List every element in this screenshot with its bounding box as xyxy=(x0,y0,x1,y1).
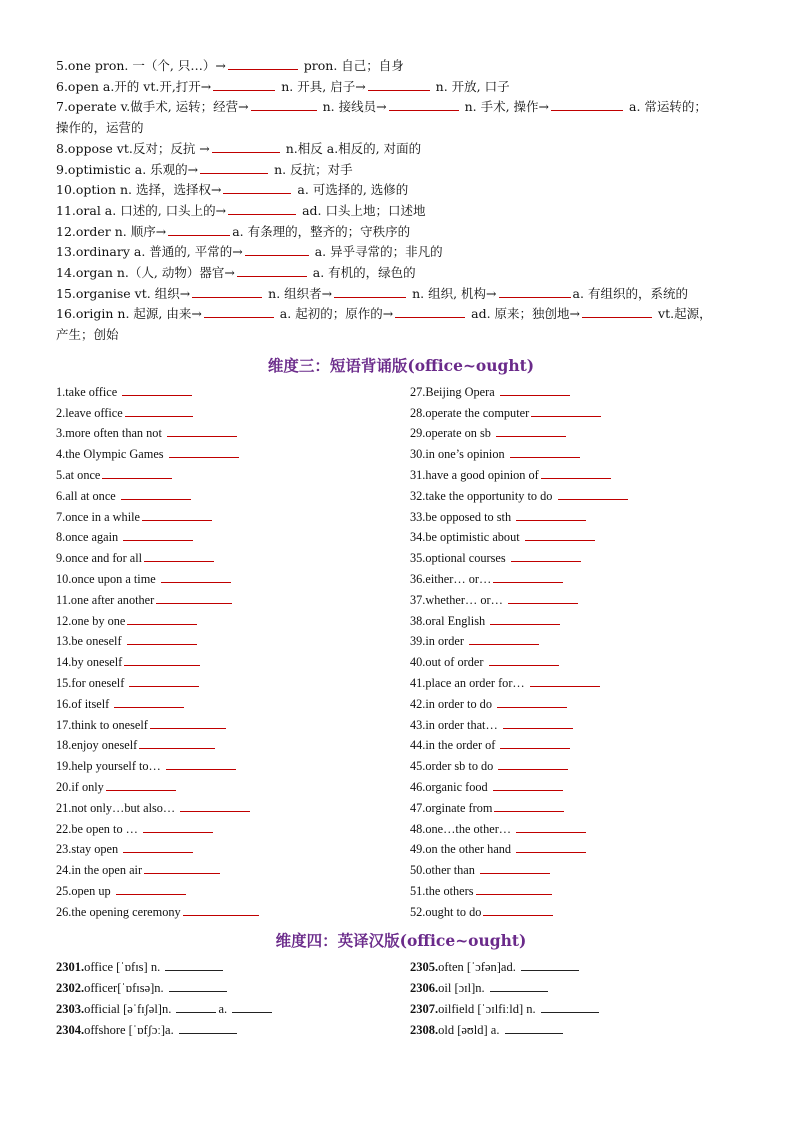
phrase-text: 2.leave office xyxy=(56,405,123,420)
vocab-entry xyxy=(56,304,746,345)
vocab-text: 9.optimistic a. 乐观的→ xyxy=(56,161,199,177)
answer-blank[interactable] xyxy=(499,284,571,298)
answer-blank[interactable] xyxy=(169,979,227,992)
vocab-entry xyxy=(56,222,746,243)
answer-blank[interactable] xyxy=(125,403,193,417)
item-number: 2308. xyxy=(410,1022,439,1037)
answer-blank[interactable] xyxy=(508,590,578,604)
phrase-item xyxy=(56,652,410,673)
translation-item xyxy=(56,957,410,978)
phrase-item xyxy=(56,860,410,881)
answer-blank[interactable] xyxy=(167,423,237,437)
phrase-text: 19.help yourself to… xyxy=(56,759,164,774)
vocab-text: 13.ordinary a. 普通的, 平常的→ xyxy=(56,244,243,260)
phrase-item xyxy=(410,631,746,652)
answer-blank[interactable] xyxy=(102,465,172,479)
phrase-text: 20.if only xyxy=(56,779,104,794)
answer-blank[interactable] xyxy=(156,590,232,604)
phrase-text: 26.the opening ceremony xyxy=(56,904,181,919)
answer-blank[interactable] xyxy=(476,881,552,895)
vocab-text: 8.oppose vt.反对；反抗 → xyxy=(56,140,210,156)
phrase-text: 12.one by one xyxy=(56,613,126,628)
phrase-item xyxy=(56,715,410,736)
phrase-grid xyxy=(56,382,746,923)
phrase-text: 31.have a good opinion of xyxy=(410,468,539,483)
phrase-item xyxy=(410,403,746,424)
phrase-item xyxy=(410,694,746,715)
answer-blank[interactable] xyxy=(551,97,623,111)
phrase-text: 41.place an order for… xyxy=(410,676,528,690)
word-entry: official [əˈfɪʃəl]n. xyxy=(84,1001,175,1016)
phrase-item xyxy=(56,839,410,860)
answer-blank[interactable] xyxy=(114,694,184,708)
answer-blank[interactable] xyxy=(127,611,197,625)
answer-blank[interactable] xyxy=(166,756,236,770)
phrase-text: 1.take office xyxy=(56,384,121,399)
phrase-text: 40.out of order xyxy=(410,655,487,670)
vocab-text: ad. 口头上地；口述地 xyxy=(298,202,426,218)
answer-blank[interactable] xyxy=(139,735,215,749)
vocab-entry xyxy=(56,284,746,305)
phrase-text: 43.in order that… xyxy=(410,717,501,732)
phrase-text: 16.of itself xyxy=(56,696,113,711)
phrase-item xyxy=(410,486,746,507)
answer-blank[interactable] xyxy=(516,839,586,853)
phrase-item xyxy=(410,798,746,819)
phrase-item xyxy=(56,465,410,486)
phrase-item xyxy=(56,548,410,569)
vocab-text: pron. 自己；自身 xyxy=(299,58,404,73)
section4-title: 维度四：英译汉版(office~ought) xyxy=(275,930,527,950)
phrase-text: 8.once again xyxy=(56,530,122,545)
word-pos: a. xyxy=(218,1001,231,1016)
vocab-text: a. 常运转的； xyxy=(625,99,707,115)
answer-blank[interactable] xyxy=(500,382,570,396)
phrase-text: 21.not only…but also… xyxy=(56,800,179,815)
vocab-entry xyxy=(56,139,746,160)
phrase-item xyxy=(56,611,410,632)
translation-column-left xyxy=(56,957,410,1041)
answer-blank[interactable] xyxy=(176,1000,216,1013)
phrase-column-right xyxy=(410,382,746,923)
phrase-text: 15.for oneself xyxy=(56,676,128,690)
phrase-text: 25.open up xyxy=(56,883,114,898)
phrase-text: 37.whether… or… xyxy=(410,592,506,607)
answer-blank[interactable] xyxy=(558,486,628,500)
answer-blank[interactable] xyxy=(180,798,250,812)
vocab-section xyxy=(56,56,746,346)
answer-blank[interactable] xyxy=(496,423,566,437)
phrase-item xyxy=(410,756,746,777)
translation-item xyxy=(410,957,746,978)
phrase-text: 48.one…the other… xyxy=(410,821,515,836)
vocab-text: a. 异乎寻常的；非凡的 xyxy=(310,244,443,260)
vocab-text: a. 起初的；原作的→ xyxy=(275,306,394,322)
phrase-item xyxy=(410,569,746,590)
answer-blank[interactable] xyxy=(232,1000,272,1013)
vocab-text: n. 手术, 操作→ xyxy=(460,99,550,115)
phrase-item xyxy=(56,403,410,424)
answer-blank[interactable] xyxy=(223,180,291,194)
phrase-item xyxy=(56,590,410,611)
phrase-item xyxy=(56,902,410,923)
phrase-item xyxy=(56,673,410,694)
answer-blank[interactable] xyxy=(497,694,567,708)
answer-blank[interactable] xyxy=(541,465,611,479)
answer-blank[interactable] xyxy=(142,507,212,521)
vocab-entry xyxy=(56,97,746,138)
vocab-entry xyxy=(56,242,746,263)
answer-blank[interactable] xyxy=(121,486,191,500)
answer-blank[interactable] xyxy=(123,839,193,853)
phrase-item xyxy=(410,902,746,923)
answer-blank[interactable] xyxy=(516,507,586,521)
phrase-item xyxy=(56,756,410,777)
phrase-text: 6.all at once xyxy=(56,488,119,503)
phrase-item xyxy=(410,548,746,569)
vocab-text: n. 组织者→ xyxy=(264,285,333,301)
vocab-text: 7.operate v.做手术, 运转；经营→ xyxy=(56,99,249,115)
answer-blank[interactable] xyxy=(123,527,193,541)
answer-blank[interactable] xyxy=(505,1021,563,1034)
phrase-text: 44.in the order of xyxy=(410,738,499,753)
answer-blank[interactable] xyxy=(200,160,268,174)
answer-blank[interactable] xyxy=(169,444,239,458)
answer-blank[interactable] xyxy=(116,881,186,895)
phrase-item xyxy=(410,673,746,694)
item-number: 2307. xyxy=(410,1001,439,1016)
item-number: 2306. xyxy=(410,980,439,995)
vocab-text: 5.one pron. 一（个, 只…）→ xyxy=(56,58,226,73)
phrase-text: 33.be opposed to sth xyxy=(410,509,515,524)
phrase-text: 49.on the other hand xyxy=(410,842,515,857)
vocab-text: n. 接线员→ xyxy=(318,99,387,115)
vocab-continuation: 产生；创始 xyxy=(56,327,119,343)
phrase-text: 11.one after another xyxy=(56,592,155,607)
phrase-text: 50.other than xyxy=(410,863,478,878)
word-entry: oil [ɔɪl]n. xyxy=(438,980,488,995)
answer-blank[interactable] xyxy=(582,304,652,318)
phrase-text: 45.order sb to do xyxy=(410,759,497,774)
phrase-item xyxy=(410,423,746,444)
vocab-entry xyxy=(56,201,746,222)
vocab-text: 6.open a.开的 vt.开,打开→ xyxy=(56,78,212,94)
vocab-text: ad. 原来；独创地→ xyxy=(467,306,581,322)
phrase-text: 4.the Olympic Games xyxy=(56,447,167,462)
phrase-text: 5.at once xyxy=(56,468,101,483)
vocab-text: a. 可选择的, 选修的 xyxy=(293,182,409,198)
translation-column-right xyxy=(410,957,746,1041)
answer-blank[interactable] xyxy=(150,715,226,729)
phrase-text: 28.operate the computer xyxy=(410,405,530,420)
phrase-text: 39.in order xyxy=(410,634,468,649)
phrase-text: 22.be open to … xyxy=(56,821,142,836)
vocab-text: 11.oral a. 口述的, 口头上的→ xyxy=(56,202,227,218)
answer-blank[interactable] xyxy=(334,284,406,298)
phrase-text: 34.be optimistic about xyxy=(410,530,523,545)
word-entry: oilfield [ˈɔɪlfiːld] n. xyxy=(438,1001,539,1016)
phrase-item xyxy=(56,735,410,756)
phrase-column-left xyxy=(56,382,410,923)
phrase-item xyxy=(56,631,410,652)
phrase-text: 52.ought to do xyxy=(410,904,482,919)
vocab-text: 10.option n. 选择，选择权→ xyxy=(56,182,222,198)
phrase-text: 42.in order to do xyxy=(410,696,496,711)
phrase-text: 47.orginate from xyxy=(410,800,493,815)
phrase-item xyxy=(410,652,746,673)
translation-item xyxy=(410,999,746,1020)
answer-blank[interactable] xyxy=(127,631,197,645)
worksheet-page xyxy=(56,56,746,1041)
phrase-text: 51.the others xyxy=(410,883,474,898)
answer-blank[interactable] xyxy=(493,777,563,791)
phrase-item xyxy=(410,819,746,840)
phrase-item xyxy=(56,819,410,840)
phrase-text: 35.optional courses xyxy=(410,551,509,566)
answer-blank[interactable] xyxy=(389,97,459,111)
item-number: 2304. xyxy=(56,1022,85,1037)
vocab-entry xyxy=(56,180,746,201)
phrase-item xyxy=(56,527,410,548)
phrase-item xyxy=(56,507,410,528)
phrase-text: 29.operate on sb xyxy=(410,426,495,441)
phrase-item xyxy=(56,777,410,798)
answer-blank[interactable] xyxy=(368,77,430,91)
translation-grid xyxy=(56,957,746,1041)
section3-title: 维度三：短语背诵版(office~ought) xyxy=(267,355,535,375)
phrase-item xyxy=(410,715,746,736)
answer-blank[interactable] xyxy=(531,403,601,417)
word-entry: officer[ˈɒfɪsə]n. xyxy=(84,980,167,995)
vocab-text: a. 有组织的，系统的 xyxy=(572,285,688,301)
phrase-item xyxy=(410,382,746,403)
vocab-entry xyxy=(56,77,746,98)
phrase-item xyxy=(410,881,746,902)
vocab-text: n. 组织, 机构→ xyxy=(408,285,497,301)
item-number: 2303. xyxy=(56,1001,85,1016)
phrase-item xyxy=(410,465,746,486)
answer-blank[interactable] xyxy=(122,382,192,396)
phrase-item xyxy=(56,486,410,507)
vocab-text: a. 有条理的，整齐的；守秩序的 xyxy=(232,223,411,239)
answer-blank[interactable] xyxy=(228,56,298,70)
answer-blank[interactable] xyxy=(144,548,214,562)
phrase-text: 13.be oneself xyxy=(56,634,125,649)
vocab-entry xyxy=(56,56,746,77)
answer-blank[interactable] xyxy=(251,97,317,111)
item-number: 2305. xyxy=(410,959,439,974)
answer-blank[interactable] xyxy=(124,652,200,666)
answer-blank[interactable] xyxy=(237,263,307,277)
answer-blank[interactable] xyxy=(510,444,580,458)
phrase-item xyxy=(56,881,410,902)
phrase-text: 36.either… or… xyxy=(410,572,492,587)
phrase-text: 10.once upon a time xyxy=(56,572,159,587)
word-entry: office [ˈɒfɪs] n. xyxy=(84,959,164,974)
phrase-item xyxy=(56,423,410,444)
answer-blank[interactable] xyxy=(161,569,231,583)
vocab-text: a. 有机的，绿色的 xyxy=(308,265,416,281)
vocab-text: 14.organ n.（人, 动物）器官→ xyxy=(56,265,235,281)
vocab-entry xyxy=(56,263,746,284)
phrase-item xyxy=(410,735,746,756)
phrase-text: 27.Beijing Opera xyxy=(410,384,498,399)
phrase-item xyxy=(56,444,410,465)
answer-blank[interactable] xyxy=(521,958,579,971)
answer-blank[interactable] xyxy=(480,860,550,874)
phrase-text: 7.once in a while xyxy=(56,509,141,524)
answer-blank[interactable] xyxy=(503,715,573,729)
phrase-text: 3.more often than not xyxy=(56,426,165,441)
translation-item xyxy=(56,1020,410,1041)
phrase-item xyxy=(410,507,746,528)
phrase-text: 24.in the open air xyxy=(56,863,143,878)
answer-blank[interactable] xyxy=(541,1000,599,1013)
word-entry: often [ˈɔfən]ad. xyxy=(438,959,519,974)
answer-blank[interactable] xyxy=(516,819,586,833)
vocab-text: 12.order n. 顺序→ xyxy=(56,223,167,239)
phrase-item xyxy=(410,444,746,465)
phrase-item xyxy=(56,382,410,403)
answer-blank[interactable] xyxy=(212,139,280,153)
answer-blank[interactable] xyxy=(228,201,296,215)
phrase-item xyxy=(410,527,746,548)
vocab-text: n. 开放, 口子 xyxy=(431,78,510,94)
phrase-item xyxy=(410,590,746,611)
answer-blank[interactable] xyxy=(143,819,213,833)
vocab-text: vt.起源， xyxy=(654,306,712,322)
answer-blank[interactable] xyxy=(530,673,600,687)
answer-blank[interactable] xyxy=(245,242,309,256)
translation-item xyxy=(56,978,410,999)
phrase-text: 30.in one’s opinion xyxy=(410,447,508,462)
answer-blank[interactable] xyxy=(213,77,275,91)
translation-item xyxy=(56,999,410,1020)
vocab-continuation: 操作的，运营的 xyxy=(56,120,144,136)
answer-blank[interactable] xyxy=(490,611,560,625)
translation-item xyxy=(410,1020,746,1041)
answer-blank[interactable] xyxy=(183,902,259,916)
phrase-item xyxy=(56,798,410,819)
word-entry: offshore [ˈɒfʃɔː]a. xyxy=(84,1022,177,1037)
answer-blank[interactable] xyxy=(525,527,595,541)
phrase-item xyxy=(56,569,410,590)
phrase-text: 9.once and for all xyxy=(56,551,143,566)
answer-blank[interactable] xyxy=(106,777,176,791)
vocab-entry xyxy=(56,160,746,181)
answer-blank[interactable] xyxy=(490,979,548,992)
phrase-text: 38.oral English xyxy=(410,613,489,628)
answer-blank[interactable] xyxy=(165,958,223,971)
answer-blank[interactable] xyxy=(489,652,559,666)
answer-blank[interactable] xyxy=(129,673,199,687)
phrase-item xyxy=(56,694,410,715)
answer-blank[interactable] xyxy=(493,569,563,583)
answer-blank[interactable] xyxy=(179,1021,237,1034)
phrase-item xyxy=(410,777,746,798)
item-number: 2301. xyxy=(56,959,85,974)
phrase-text: 32.take the opportunity to do xyxy=(410,488,556,503)
vocab-text: 16.origin n. 起源, 由来→ xyxy=(56,306,202,322)
answer-blank[interactable] xyxy=(498,756,568,770)
phrase-text: 17.think to oneself xyxy=(56,717,148,732)
vocab-text: n. 开具, 启子→ xyxy=(277,78,366,94)
vocab-text: n.相反 a.相反的, 对面的 xyxy=(281,140,422,156)
answer-blank[interactable] xyxy=(469,631,539,645)
answer-blank[interactable] xyxy=(494,798,564,812)
phrase-item xyxy=(410,611,746,632)
answer-blank[interactable] xyxy=(483,902,553,916)
phrase-text: 23.stay open xyxy=(56,842,122,857)
vocab-text: n. 反抗；对手 xyxy=(270,161,353,177)
item-number: 2302. xyxy=(56,980,85,995)
answer-blank[interactable] xyxy=(192,284,262,298)
answer-blank[interactable] xyxy=(204,304,274,318)
phrase-text: 14.by oneself xyxy=(56,655,123,670)
phrase-item xyxy=(410,860,746,881)
answer-blank[interactable] xyxy=(500,735,570,749)
word-entry: old [əʊld] a. xyxy=(438,1022,503,1037)
answer-blank[interactable] xyxy=(168,222,230,236)
answer-blank[interactable] xyxy=(144,860,220,874)
translation-item xyxy=(410,978,746,999)
phrase-text: 18.enjoy oneself xyxy=(56,738,138,753)
answer-blank[interactable] xyxy=(395,304,465,318)
phrase-item xyxy=(410,839,746,860)
vocab-text: 15.organise vt. 组织→ xyxy=(56,285,191,301)
answer-blank[interactable] xyxy=(511,548,581,562)
phrase-text: 46.organic food xyxy=(410,779,491,794)
